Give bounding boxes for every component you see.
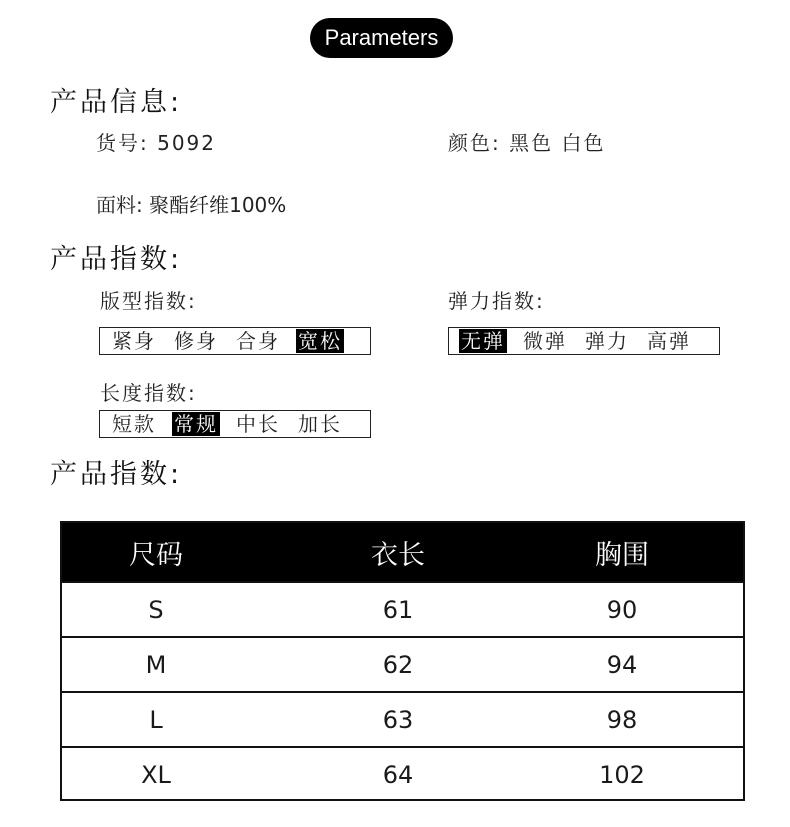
length-option: 短款 [112, 412, 156, 436]
size-cell: XL [141, 760, 171, 789]
fit-scale [99, 327, 371, 355]
elasticity-option: 高弹 [647, 329, 691, 353]
length-cell: 62 [382, 650, 414, 679]
size-cell: S [148, 595, 164, 624]
elasticity-option: 弹力 [585, 329, 629, 353]
product-info-heading: 产品信息: [50, 87, 183, 118]
fit-option: 合身 [236, 329, 280, 353]
chest-cell: 90 [606, 595, 638, 624]
table-row [62, 691, 743, 746]
elasticity-option: 微弹 [523, 329, 567, 353]
table-row [62, 581, 743, 636]
parameters-badge: Parameters [310, 18, 453, 58]
fit-option: 宽松 [298, 329, 342, 353]
chest-cell: 98 [606, 705, 638, 734]
column-header-chest: 胸围 [595, 539, 649, 571]
length-option: 中长 [236, 412, 280, 436]
chest-cell: 94 [606, 650, 638, 679]
column-header-size: 尺码 [129, 539, 183, 571]
fit-option: 修身 [174, 329, 218, 353]
length-option: 加长 [298, 412, 342, 436]
column-header-length: 衣长 [371, 539, 425, 571]
length-index-label: 长度指数: [100, 381, 197, 405]
length-cell: 63 [382, 705, 414, 734]
size-table-header [62, 523, 743, 581]
size-cell: L [149, 705, 163, 734]
elasticity-index-label: 弹力指数: [448, 289, 545, 313]
table-row [62, 636, 743, 691]
size-chart-heading: 产品指数: [50, 459, 183, 490]
length-scale [99, 410, 371, 438]
length-cell: 64 [382, 760, 414, 789]
elasticity-option: 无弹 [461, 329, 505, 353]
product-index-heading: 产品指数: [50, 244, 183, 275]
elasticity-scale [448, 327, 720, 355]
fit-option: 紧身 [112, 329, 156, 353]
color-info: 颜色: 黑色 白色 [448, 131, 606, 155]
size-cell: M [145, 650, 167, 679]
length-option: 常规 [174, 412, 218, 436]
fabric-info: 面料: 聚酯纤维100% [96, 193, 287, 217]
size-table [60, 521, 745, 801]
length-cell: 61 [382, 595, 414, 624]
table-row [62, 746, 743, 801]
item-number: 货号: 5092 [96, 131, 216, 155]
chest-cell: 102 [599, 760, 645, 789]
fit-index-label: 版型指数: [100, 289, 197, 313]
